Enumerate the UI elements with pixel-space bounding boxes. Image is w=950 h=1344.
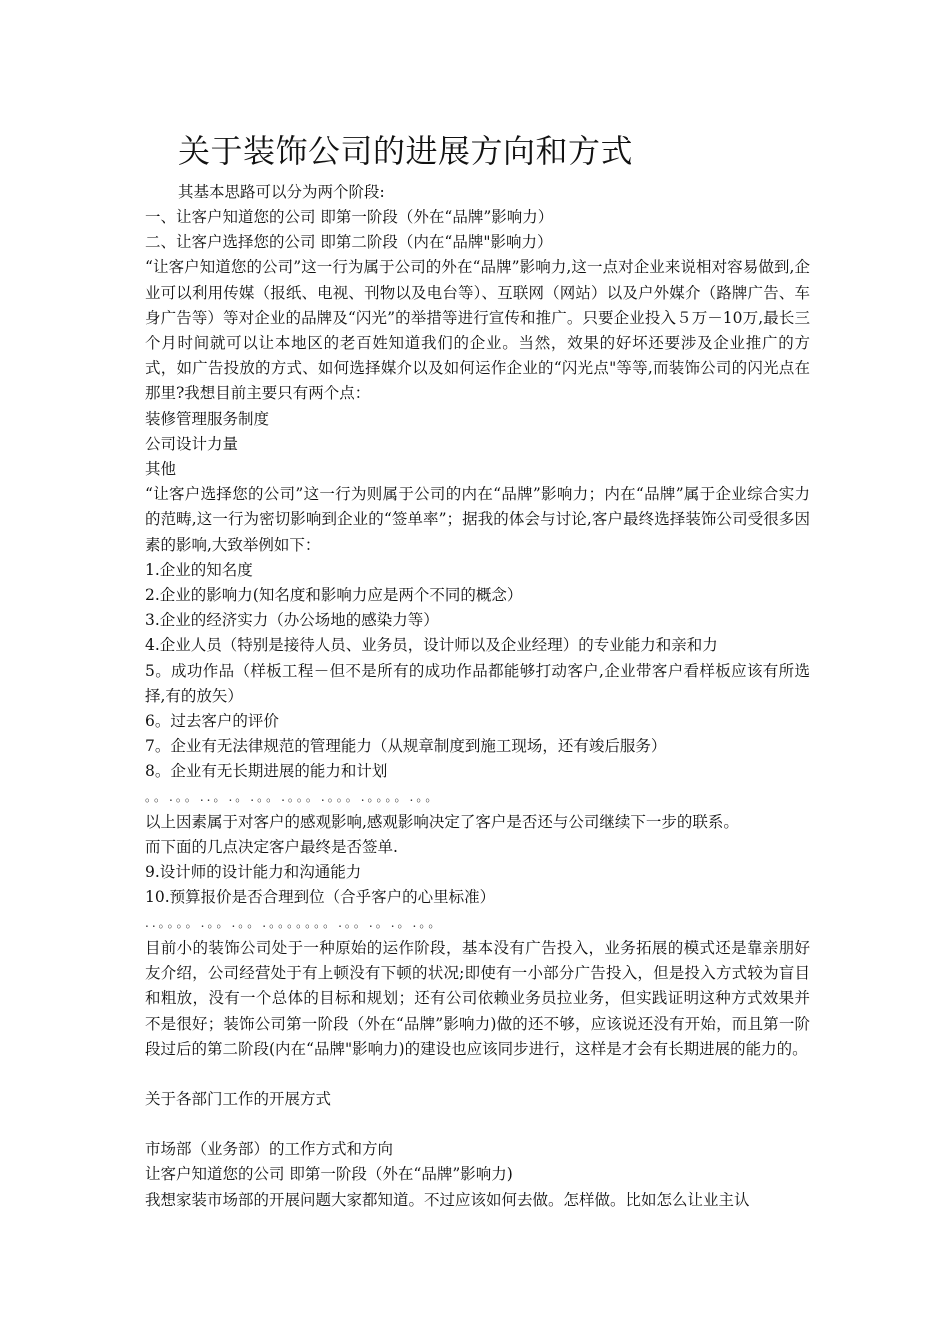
last-line: 我想家装市场部的开展问题大家都知道。不过应该如何去做。怎样做。比如怎么让业主认 [145,1190,750,1209]
factor-item: 7。企业有无法律规范的管理能力（从规章制度到施工现场，还有竣后服务） [145,737,667,756]
factor-item: 3.企业的经济实力（办公场地的感染力等） [145,611,439,630]
section-heading: 关于各部门工作的开展方式 [145,1089,332,1108]
stage-list [145,205,810,255]
document-page [145,128,810,1213]
point-item: 公司设计力量 [145,434,239,453]
dotted-separator: ..。。。。.。。.。。.。。。。。。。.。。.。.。.。。 [145,915,444,930]
factor-item: 5。成功作品（样板工程－但不是所有的成功作品都能够打动客户,企业带客户看样板应该有所选择,有的放矢） [145,661,810,705]
dept-stage: 让客户知道您的公司 即第一阶段（外在“品牌”影响力) [145,1165,513,1184]
dotted-separator: 。。.。。..。.。.。。.。。。.。。。.。。。。.。。 [145,789,441,804]
stage-item: 二、让客户选择您的公司 即第二阶段（内在“品牌"影响力） [145,233,553,252]
stage-item: 一、让客户知道您的公司 即第一阶段（外在“品牌”影响力） [145,208,554,226]
points-list [145,407,810,483]
factor-item: 4.企业人员（特别是接待人员、业务员，设计师以及企业经理）的专业能力和亲和力 [145,636,718,655]
factor-list [145,558,810,785]
summary-line: 而下面的几点决定客户最终是否签单. [145,838,398,857]
point-item: 其他 [145,460,177,479]
paragraph-current-state: 目前小的装饰公司处于一种原始的运作阶段，基本没有广告投入，业务拓展的模式还是靠亲朋好友介绍，公司经营处于有上顿没有下顿的状况;即使有一小部分广告投入，但是投入方式较为盲目和粗放，没有一个总体的目标和规划；还有公司依赖业务员拉业务，但实践证明这种方式效果并不是很好；装饰公司第一阶段（外在“品牌”影响力)做的还不够，应该说还没有开始，而且第一阶段过后的第二阶段(内在“品牌"影响力)的建设也应该同步进行，这样是才会有长期进展的能力的。 [145,938,810,1058]
summary-line: 以上因素属于对客户的感观影响,感观影响决定了客户是否还与公司继续下一步的联系。 [145,812,739,831]
factor-item: 6。过去客户的评价 [145,712,279,731]
document-title: 关于装饰公司的进展方向和方式 [178,132,634,170]
point-item: 装修管理服务制度 [145,409,270,428]
summary-block [145,810,810,860]
factor-item: 1.企业的知名度 [145,560,253,579]
factor-item: 2.企业的影响力(知名度和影响力应是两个不同的概念） [145,586,523,605]
factor-item: 10.预算报价是否合理到位（合乎客户的心里标准） [145,888,496,907]
blank-line [145,1112,810,1137]
blank-line [145,1062,810,1087]
paragraph-external-brand: “让客户知道您的公司”这一行为属于公司的外在“品牌”影响力,这一点对企业来说相对容易做到,企业可以利用传媒（报纸、电视、刊物以及电台等）、互联网（网站）以及户外媒介（路牌广告、车身广告等）等对企业的品牌及“闪光”的举措等进行宣传和推广。只要企业投入５万－10万,最长三个月时间就可以让本地区的老百姓知道我们的企业。当然，效果的好坏还要涉及企业推广的方式，如广告投放的方式、如何选择媒介以及如何运作企业的“闪光点"等等,而装饰公司的闪光点在那里?我想目前主要只有两个点： [145,258,810,403]
factor-list-2 [145,860,810,910]
factor-item: 8。企业有无长期进展的能力和计划 [145,762,388,781]
factor-item: 9.设计师的设计能力和沟通能力 [145,863,362,882]
paragraph-internal-brand: “让客户选择您的公司”这一行为则属于公司的内在“品牌”影响力；内在“品牌”属于企业综合实力的范畴,这一行为密切影响到企业的“签单率”；据我的体会与讨论,客户最终选择装饰公司受很多因素的影响,大致举例如下： [145,485,810,554]
intro-line: 其基本思路可以分为两个阶段: [178,183,385,201]
dept-heading: 市场部（业务部）的工作方式和方向 [145,1140,394,1159]
dept-block [145,1137,810,1213]
